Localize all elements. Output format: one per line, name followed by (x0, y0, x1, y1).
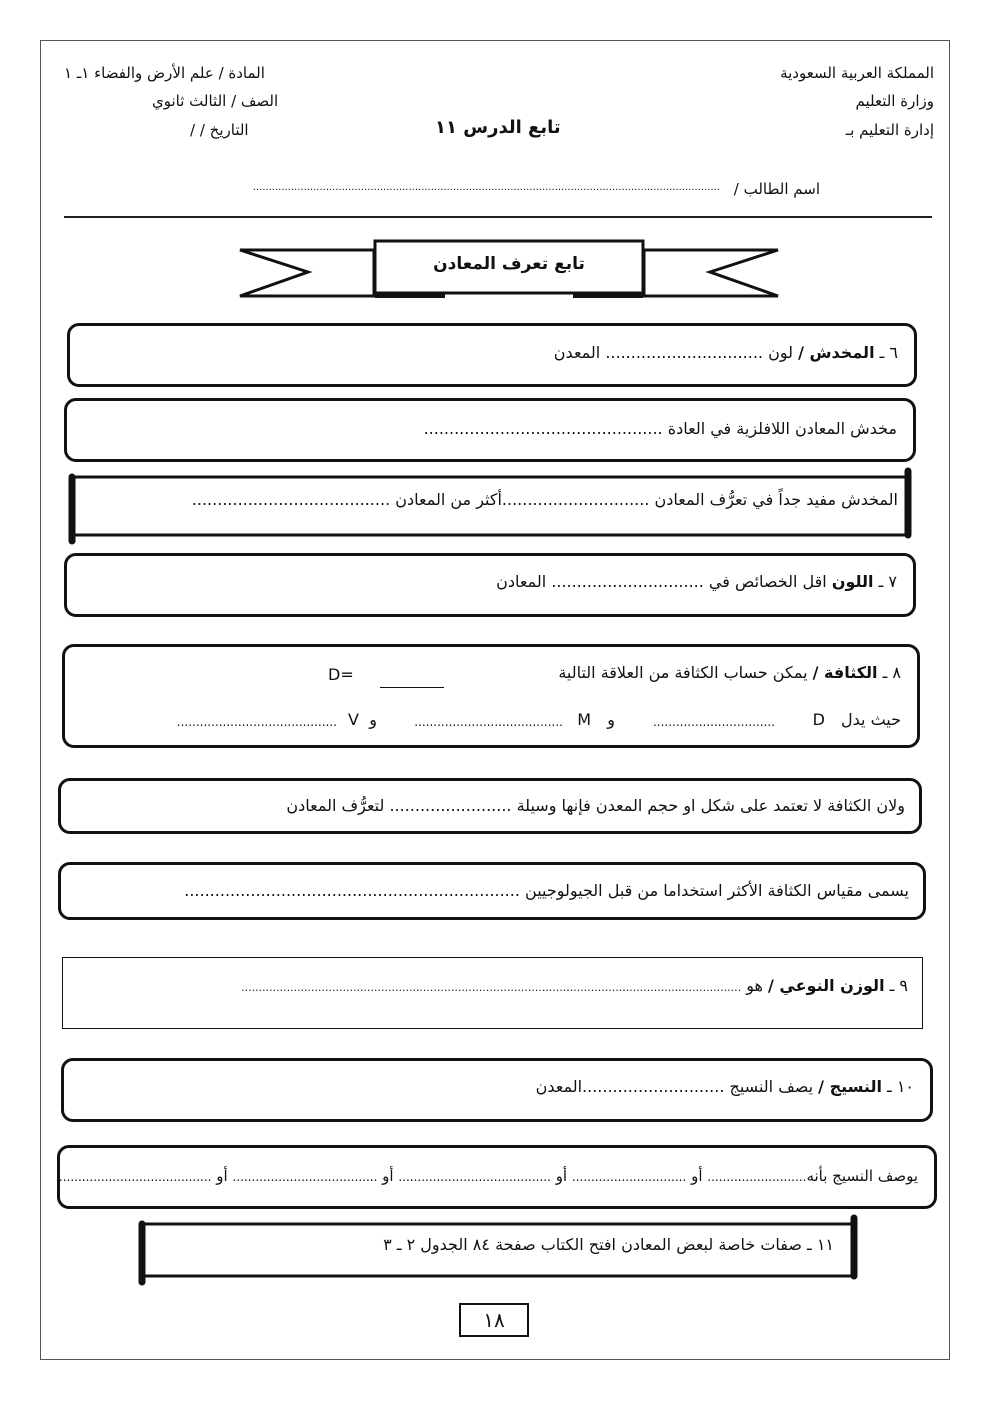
texture-desc-line (59, 1166, 918, 1187)
density-formula: D= (328, 665, 354, 684)
sg-num: ٩ ـ (884, 976, 908, 995)
var-m-blank[interactable]: ....................................... (414, 715, 563, 729)
box-density (62, 644, 920, 748)
streak-end: المعدن (553, 343, 606, 362)
and-2: و (369, 710, 377, 729)
streak-line (554, 343, 898, 363)
header-divider (64, 216, 932, 218)
nonmetal-blank[interactable]: ............................................... (423, 419, 663, 438)
box-color (64, 553, 916, 617)
texture-text: يصف النسيج (724, 1077, 819, 1096)
density-means-line (286, 796, 905, 816)
texture-desc-blank-4[interactable]: ...................................... (232, 1170, 378, 1184)
density-fraction-bar (380, 687, 444, 688)
sg-term: الوزن النوعي / (768, 976, 885, 995)
var-d: D (812, 710, 825, 729)
sg-text: هو (741, 976, 768, 995)
scale-text: يسمى مقياس الكثافة الأكثر استخداما من قبل الجيولوجيين (519, 881, 909, 900)
streak-term: المخدش / (798, 343, 875, 362)
useful-blank-2[interactable]: ....................................... (191, 490, 391, 509)
density-text: يمكن حساب الكثافة من العلاقة التالية (558, 663, 813, 682)
density-means-end: لتعرُّف المعادن (286, 796, 390, 815)
color-line (496, 572, 897, 592)
scale-line (184, 881, 909, 901)
or-4: أو (211, 1167, 233, 1185)
header-ministry: وزارة التعليم (855, 92, 934, 110)
var-d-blank[interactable]: ................................ (652, 715, 775, 729)
density-line (558, 663, 901, 683)
streak-num: ٦ ـ (874, 343, 898, 362)
nonmetal-line (424, 419, 897, 439)
useful-blank-1[interactable]: ............................. (501, 490, 650, 509)
density-means-blank[interactable]: ........................ (389, 796, 512, 815)
student-name-field[interactable]: ................................................................................................................................................... (252, 182, 720, 193)
where-label: حيث يدل (841, 710, 901, 729)
useful-text: المخدش مفيد جداً في تعرُّف المعادن (649, 490, 898, 509)
header-kingdom: المملكة العربية السعودية (780, 64, 934, 82)
density-means-text: ولان الكثافة لا تعتمد على شكل او حجم المعدن فإنها وسيلة (511, 796, 905, 815)
texture-desc-blank-2[interactable]: .............................. (571, 1170, 687, 1184)
box-specific-gravity (62, 957, 923, 1029)
color-text: اقل الخصائص في (703, 572, 832, 591)
box-streak (67, 323, 917, 387)
streak-text: لون (763, 343, 799, 362)
header-date: التاريخ / / (190, 121, 249, 139)
texture-end: المعدن (535, 1077, 583, 1096)
useful-mid: أكثر من المعادن (390, 490, 502, 509)
color-term: اللون (831, 572, 874, 591)
box-texture-desc (57, 1145, 937, 1209)
student-name-label: اسم الطالب / (733, 180, 820, 198)
texture-desc-blank-3[interactable]: ........................................ (398, 1170, 551, 1184)
header-subject: المادة / علم الأرض والفضاء ١ـ ١ (64, 64, 265, 82)
texture-line (536, 1077, 914, 1097)
page-number: ١٨ (459, 1303, 529, 1337)
useful-line (192, 490, 898, 509)
box-nonmetal-streak (64, 398, 916, 462)
special-text: ١١ ـ صفات خاصة لبعض المعادن افتح الكتاب صفحة ٨٤ الجدول ٢ ـ ٣ (383, 1235, 834, 1254)
sg-blank[interactable]: ............................................................................................................................................... (241, 981, 742, 994)
texture-desc-blank-1[interactable]: .......................... (707, 1170, 807, 1184)
header-grade: الصف / الثالث ثانوي (152, 92, 279, 110)
or-3: أو (377, 1167, 399, 1185)
texture-blank[interactable]: ............................ (582, 1077, 725, 1096)
box-density-means (58, 778, 922, 834)
var-v: V (348, 710, 359, 729)
or-2: أو (550, 1167, 572, 1185)
color-blank[interactable]: .............................. (551, 572, 704, 591)
texture-desc-text: يوصف النسيج بأنه (806, 1167, 918, 1185)
box-density-scale (58, 862, 926, 920)
density-num: ٨ ـ (877, 663, 901, 682)
header-directorate: إدارة التعليم بـ (845, 121, 934, 139)
nonmetal-text: مخدش المعادن اللافلزية في العادة (662, 419, 897, 438)
color-num: ٧ ـ (873, 572, 897, 591)
texture-num: ١٠ ـ (881, 1077, 914, 1096)
color-end: المعادن (496, 572, 552, 591)
scale-blank[interactable]: .................................................................. (184, 881, 520, 900)
texture-desc-blank-5[interactable]: ........................................ (58, 1170, 212, 1184)
streak-blank[interactable]: ............................... (605, 343, 763, 362)
or-1: أو (686, 1167, 708, 1185)
box-texture (61, 1058, 933, 1122)
banner-title: تابع تعرف المعادن (433, 254, 585, 274)
texture-term: النسيج / (818, 1077, 882, 1096)
var-v-blank[interactable]: .......................................... (176, 715, 337, 729)
and-1: و (607, 710, 615, 729)
density-term: الكثافة / (812, 663, 878, 682)
lesson-title: تابع الدرس ١١ (435, 117, 561, 138)
var-m: M (577, 710, 591, 729)
sg-line (241, 976, 908, 998)
